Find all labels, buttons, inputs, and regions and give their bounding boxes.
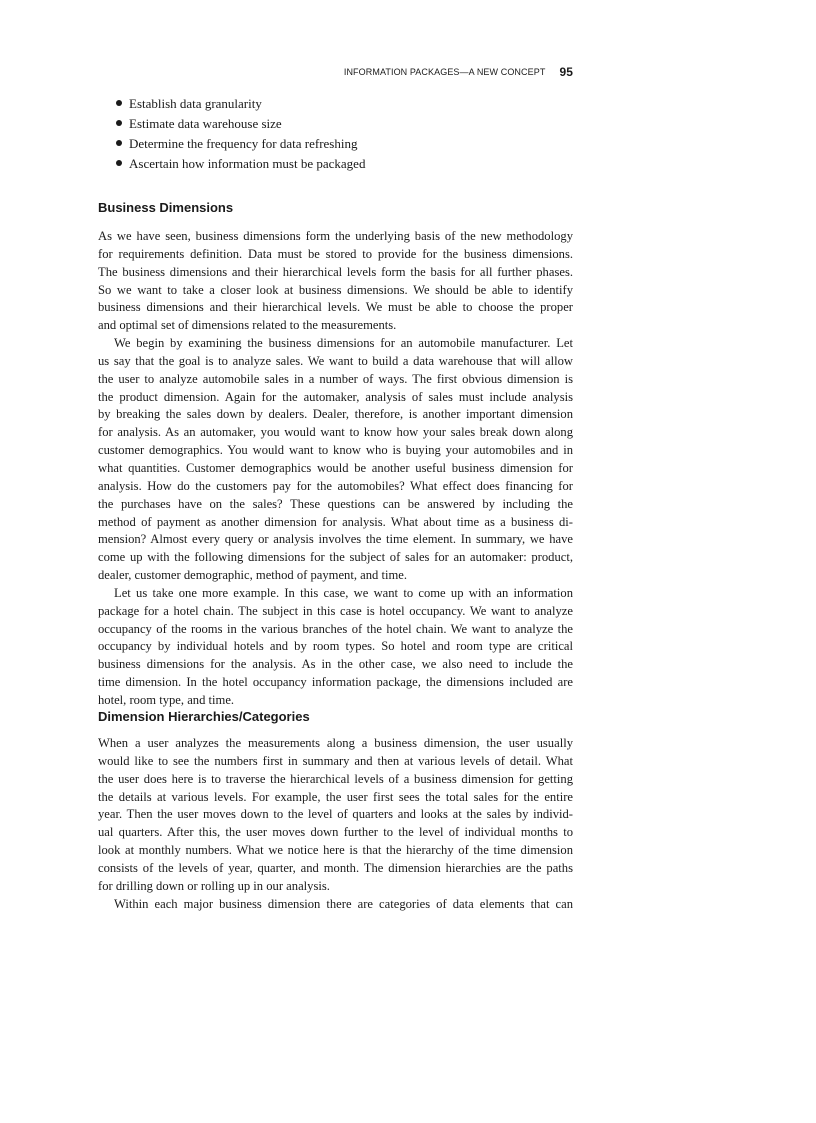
text-line: ual quarters. After this, the user moves down further to the level of individual months to [98,825,573,840]
text-line: occupancy of the rooms in the various branches of the hotel chain. We want to analyze the [98,621,573,636]
text-line: come up with the following dimensions for the subject of sales for an automaker: product, [98,550,573,565]
text-line: for requirements definition. Data must be stored to provide for the business dimensions. [98,246,573,261]
text-line: So we want to take a closer look at business dimensions. We should be able to identify [98,282,573,297]
section-body-dimension-hierarchies [98,735,573,913]
section-heading-business-dimensions: Business Dimensions [98,200,234,215]
text-line: analysis. How do the customers pay for the automobiles? What effect does financing for [98,478,573,493]
section-heading-dimension-hierarchies: Dimension Hierarchies/Categories [98,709,310,724]
text-line: package for a hotel chain. The subject in this case is hotel occupancy. We want to analyze [98,603,573,618]
text-line: for analysis. As an automaker, you would want to know how your sales break down along [98,425,573,440]
text-line: The business dimensions and their hierarchical levels form the basis for all further phases. [98,264,573,279]
bullet-text: Estimate data warehouse size [129,116,282,131]
text-line: would like to see the numbers first in summary and then at various levels of detail. What [98,753,573,768]
text-line: method of payment as another dimension for analysis. What about time as a business di- [98,514,573,529]
text-line: for drilling down or rolling up in our analysis. [98,878,330,893]
text-line: the user to analyze automobile sales in a number of ways. The first obvious dimension is [98,371,573,386]
running-title: INFORMATION PACKAGES—A NEW CONCEPT [343,67,546,77]
text-line: dealer, customer demographic, method of payment, and time. [98,568,407,583]
running-header [98,64,573,78]
section-body-business-dimensions [98,228,573,710]
bullet-item [116,94,365,114]
text-line: and optimal set of dimensions related to the measurements. [98,318,397,333]
bullet-item [116,114,365,134]
text-line: occupancy by individual hotels and by room types. So hotel and room type are critical [98,639,573,654]
text-line: Let us take one more example. In this case, we want to come up with an information [114,585,573,600]
bullet-text: Determine the frequency for data refreshing [129,136,358,151]
text-line: the user does here is to traverse the hierarchical levels of a business dimension for getting [98,771,573,786]
text-line: business dimensions and their hierarchical levels. We must be able to choose the proper [98,300,573,315]
bullet-text: Ascertain how information must be packaged [129,156,366,171]
text-line: the product dimension. Again for the automaker, analysis of sales must include analysis [98,389,573,404]
text-line: the purchases have on the sales? These questions can be answered by including the [98,496,573,511]
text-line: year. Then the user moves down to the level of quarters and looks at the sales by individ- [98,807,573,822]
bullet-icon [116,120,122,126]
text-line: We begin by examining the business dimensions for an automobile manufacturer. Let [114,336,573,351]
text-line: time dimension. In the hotel occupancy information package, the dimensions included are [98,675,573,690]
text-line: by breaking the sales down by dealers. Dealer, therefore, is another important dimension [98,407,573,422]
text-line: us say that the goal is to analyze sales. We want to build a data warehouse that will allow [98,353,573,368]
bullet-icon [116,160,122,166]
text-line: When a user analyzes the measurements along a business dimension, the user usually [98,736,573,750]
bullet-item [116,154,365,174]
bullet-item [116,134,365,154]
text-line: the details at various levels. For example, the user first sees the total sales for the entire [98,789,573,804]
text-line: consists of the levels of year, quarter, and month. The dimension hierarchies are the paths [98,860,573,875]
text-line: business dimensions for the analysis. As in the other case, we also need to include the [98,657,573,672]
text-line: Within each major business dimension there are categories of data elements that can [114,896,573,911]
text-line: what quantities. Customer demographics would be another useful business dimension for [98,460,573,475]
bullet-list [116,94,365,174]
text-line: look at monthly numbers. What we notice here is that the hierarchy of the time dimension [98,843,573,858]
bullet-icon [116,140,122,146]
page-number: 95 [559,65,573,79]
bullet-icon [116,100,122,106]
bullet-text: Establish data granularity [129,96,262,111]
text-line: mension? Almost every query or analysis involves the time element. In summary, we have [98,532,573,547]
text-line: customer demographics. You would want to know who is buying your automobiles and in [98,443,573,458]
text-line: As we have seen, business dimensions form the underlying basis of the new methodology [98,229,573,243]
text-line: hotel, room type, and time. [98,692,235,707]
